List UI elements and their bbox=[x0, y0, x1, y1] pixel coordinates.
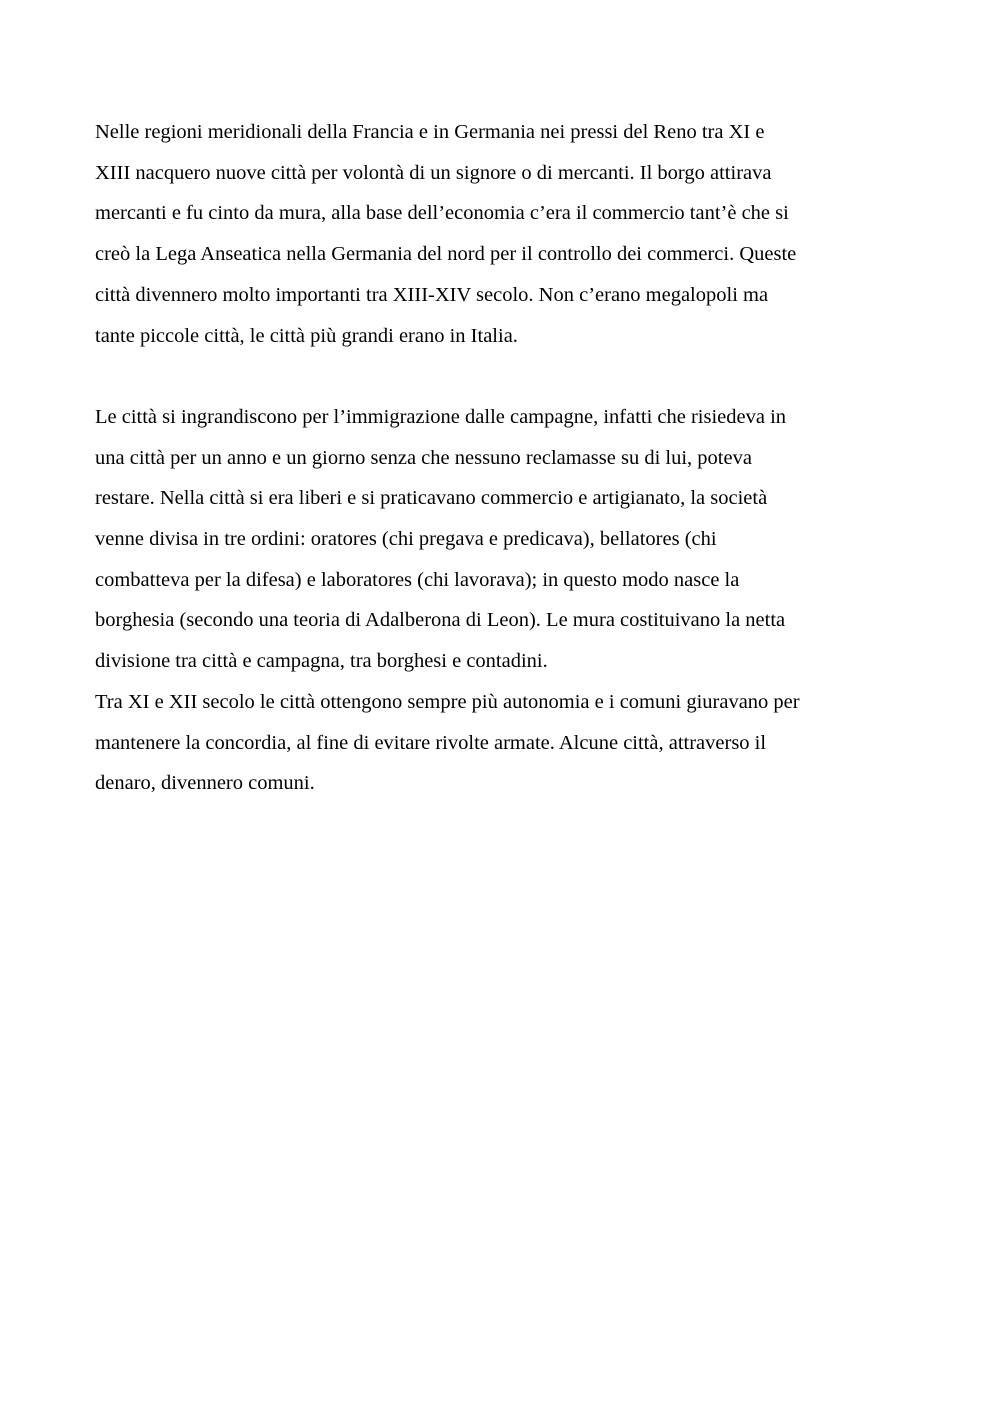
text-line: Tra XI e XII secolo le città ottengono sempre più autonomia e i comuni giuravano per bbox=[95, 690, 800, 713]
paragraph-1 bbox=[95, 112, 915, 356]
text-line: divisione tra città e campagna, tra borghesi e contadini. bbox=[95, 650, 548, 673]
text-line: combatteva per la difesa) e laboratores (chi lavorava); in questo modo nasce la bbox=[95, 568, 740, 591]
paragraph-2 bbox=[95, 397, 915, 682]
text-line: mercanti e fu cinto da mura, alla base dell’economia c’era il commercio tant’è che si bbox=[95, 202, 789, 225]
text-line: borghesia (secondo una teoria di Adalberona di Leon). Le mura costituivano la netta bbox=[95, 609, 786, 632]
text-line: mantenere la concordia, al fine di evitare rivolte armate. Alcune città, attraverso il bbox=[95, 731, 767, 754]
text-line: venne divisa in tre ordini: oratores (chi pregava e predicava), bellatores (chi bbox=[95, 528, 717, 551]
text-line: Le città si ingrandiscono per l’immigrazione dalle campagne, infatti che risiedeva in bbox=[95, 405, 787, 428]
text-line: restare. Nella città si era liberi e si praticavano commercio e artigianato, la società bbox=[95, 487, 768, 510]
paragraph-3 bbox=[95, 682, 915, 804]
body-text bbox=[95, 112, 915, 804]
text-line: tante piccole città, le città più grandi erano in Italia. bbox=[95, 324, 518, 347]
text-line: denaro, divennero comuni. bbox=[95, 772, 315, 795]
text-line: creò la Lega Anseatica nella Germania del nord per il controllo dei commerci. Queste bbox=[95, 243, 797, 266]
text-line: XIII nacquero nuove città per volontà di un signore o di mercanti. Il borgo attirava bbox=[95, 161, 772, 184]
text-line: una città per un anno e un giorno senza che nessuno reclamasse su di lui, poteva bbox=[95, 446, 752, 469]
paragraph-spacer bbox=[95, 356, 915, 397]
text-line: città divennero molto importanti tra XIII-XIV secolo. Non c’erano megalopoli ma bbox=[95, 283, 769, 306]
text-line: Nelle regioni meridionali della Francia e in Germania nei pressi del Reno tra XI e bbox=[95, 121, 765, 143]
